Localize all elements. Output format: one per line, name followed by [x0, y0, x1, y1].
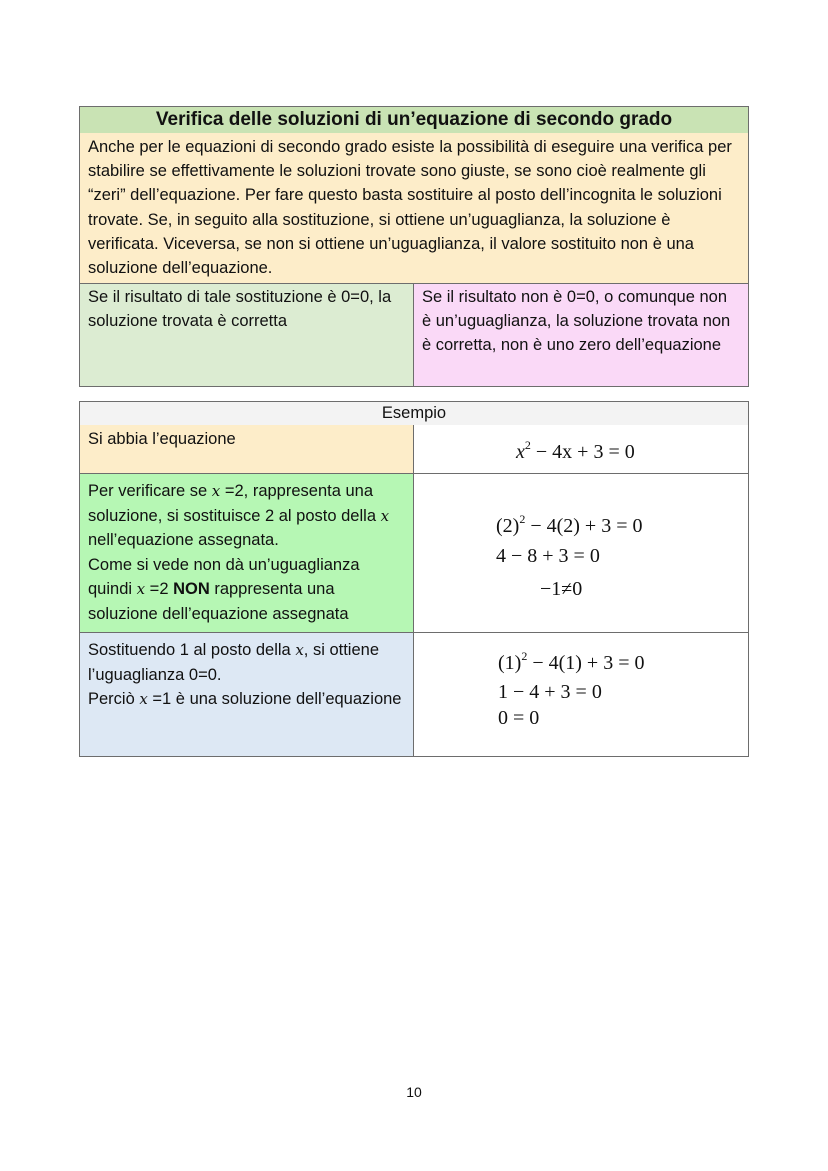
intro-paragraph: Anche per le equazioni di secondo grado esiste la possibilità di eseguire una verifica per stabilire se effettivamente le soluzioni trovate sono giuste, se sono cioè realmente gli “zeri” dell’equazione. Per fare questo basta sostituire al posto dell’incognita le soluzioni trovate. Se, in seguito alla sostituzione, si ottiene un’uguaglianza, la soluzione è verificata. Viceversa, se non si ottiene un’uguaglianza, il valore sostituito non è una soluzione dell’equazione.: [79, 133, 749, 284]
section-title: Verifica delle soluzioni di un’equazione di secondo grado: [79, 106, 749, 134]
page-number: 10: [406, 1084, 422, 1100]
substitution-x1-line2: 1 − 4 + 3 = 0: [498, 681, 602, 703]
substitution-x1-line1: $(1)^2 - 4(1) + 3 = 0$: [498, 649, 645, 674]
example-header: Esempio: [79, 401, 749, 426]
example-row1-equation-cell: [414, 425, 749, 474]
example-row2-equation-cell: [414, 474, 749, 633]
substitution-x1-line3: 0 = 0: [498, 707, 540, 729]
example-row2-text: Per verificare se x =2, rappresenta una soluzione, si sostituisce 2 al posto della x nell’equazione assegnata. Come si vede non dà un’uguaglianza quindi x =2 NON rappresenta una soluzione dell’equazione assegnata: [79, 474, 414, 633]
example-row1-text: Si abbia l’equazione: [79, 425, 414, 474]
case-correct-cell: Se il risultato di tale sostituzione è 0=0, la soluzione trovata è corretta: [79, 284, 414, 387]
substitution-x2-line3: −1≠0: [540, 578, 583, 600]
example-row3-equation-cell: [414, 633, 749, 757]
substitution-x2-line1: $(2)^2 - 4(2) + 3 = 0$: [496, 512, 643, 537]
case-wrong-cell: Se il risultato non è 0=0, o comunque non è un’uguaglianza, la soluzione trovata non è corretta, non è uno zero dell’equazione: [413, 284, 749, 387]
example-row3-text: Sostituendo 1 al posto della x, si ottiene l’uguaglianza 0=0. Perciò x =1 è una soluzione dell’equazione: [79, 633, 414, 757]
equation-original: $x^2 - 4x + 3 = 0$: [516, 438, 635, 463]
substitution-x2-line2: 4 − 8 + 3 = 0: [496, 545, 600, 567]
